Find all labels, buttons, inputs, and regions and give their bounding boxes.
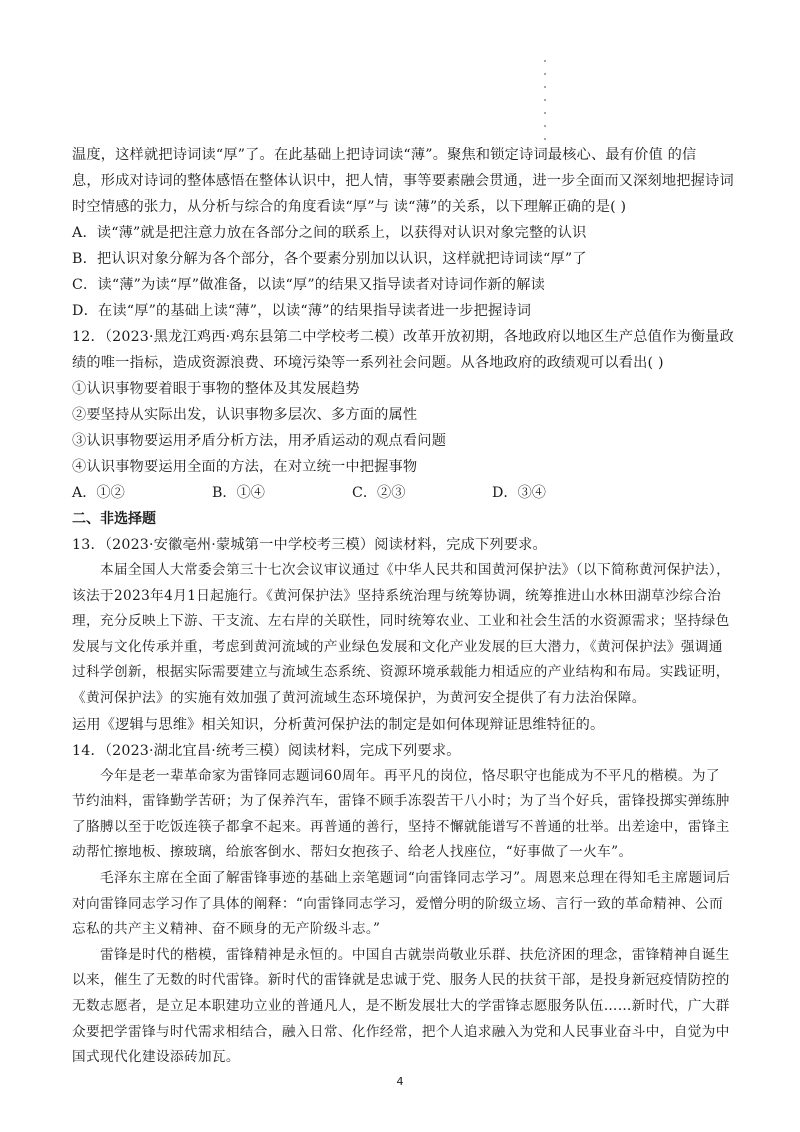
q13-header: 13．（2023·安徽亳州·蒙城第一中学校考三模）阅读材料，完成下列要求。 [72,537,547,553]
q13-material [72,558,732,712]
q11-stem-line: 时空情感的张力，从分析与综合的角度看读“厚”与 读“薄”的关系，以下理解正确的是( ) [72,199,627,215]
q11-option-c: C．读“薄”为读“厚”做准备，以读“厚”的结果又指导读者对诗词作新的解读 [72,277,546,293]
q14-paragraph-2: 毛泽东主席在全面了解雷锋事迹的基础上亲笔题词“向雷锋同志学习”。周恩来总理在得知毛主席题词后对向雷锋同志学习作了具体的阐释：“向雷锋同志学习，爱憎分明的阶级立场、言行一致的革命精神、公而忘私的共产主义精神、奋不顾身的无产阶级斗志。” [72,869,731,938]
q12-stem-line: 12．（2023·黑龙江鸡西·鸡东县第二中学校考二模）改革开放初期，各地政府以地区生产总值作为衡量政 [72,329,734,345]
question-12 [72,324,732,506]
question-14 [72,738,732,1071]
q12-statement-2: ②要坚持从实际出发，认识事物多层次、多方面的属性 [72,407,418,423]
q13-material-paragraph: 本届全国人大常委会第三十七次会议审议通过《中华人民共和国黄河保护法》（以下简称黄河保护法），该法于2023年4月1日起施行。《黄河保护法》坚持系统治理与统筹协调，统筹推进山水林田湖草沙综合治理，充分反映上下游、干支流、左右岸的关联性，同时统筹农业、工业和社会生活的水资源需求；坚持绿色发展与文化传承并重，考虑到黄河流域的产业绿色发展和文化产业发展的巨大潜力，《黄河保护法》强调通过科学创新，根据实际需要建立与流域生态系统、资源环境承载能力相适应的产业结构和布局。实践证明，《黄河保护法》的实施有效加强了黄河流域生态环境保护，为黄河安全提供了有力法治保障。 [72,562,731,706]
q11-stem-line: 息，形成对诗词的整体感悟在整体认识中，把人情，事等要素融会贯通，进一步全面而又深刻地把握诗词 [72,173,734,189]
q11-option-d: D．在读“厚”的基础上读“薄”，以读“薄”的结果指导读者进一步把握诗词 [72,303,532,319]
q12-stem-line: 绩的唯一指标，造成资源浪费、环境污染等一系列社会问题。从各地政府的政绩观可以看出( ) [72,355,664,371]
question-13 [72,532,732,738]
q14-material [72,764,732,1071]
q14-paragraph-1: 今年是老一辈革命家为雷锋同志题词60周年。再平凡的岗位，恪尽职守也能成为不平凡的楷模。为了节约油料，雷锋勤学苦研；为了保养汽车，雷锋不顾手冻裂苦干八小时；为了当个好兵，雷锋投掷实弹练肿了胳膊以至于吃饭连筷子都拿不起来。再普通的善行，坚持不懈就能谱写不普通的壮举。出差途中，雷锋主动帮忙擦地板、擦玻璃，给旅客倒水、帮妇女抱孩子、给老人找座位，“好事做了一火车”。 [72,767,730,861]
q12-choice-a: A．①② [72,485,125,501]
q12-statement-4: ④认识事物要运用全面的方法，在对立统一中把握事物 [72,459,418,475]
q12-choice-c: C．②③ [352,485,406,501]
q12-choice-b: B．①④ [212,485,265,501]
q11-stem-line: 温度，这样就把诗词读“厚”了。在此基础上把诗词读“薄”。聚焦和锁定诗词最核心、最有价值 的信 [72,147,697,163]
q12-choices [72,480,732,506]
q12-statement-3: ③认识事物要运用矛盾分析方法，用矛盾运动的观点看问题 [72,433,447,449]
question-11 [72,142,732,324]
q12-choice-d: D．③④ [492,485,546,501]
q12-statement-1: ①认识事物要着眼于事物的整体及其发展趋势 [72,381,360,397]
page-content [72,142,732,1071]
q14-paragraph-3: 雷锋是时代的楷模，雷锋精神是永恒的。中国自古就崇尚敬业乐群、扶危济困的理念，雷锋精神自诞生以来，催生了无数的时代雷锋。新时代的雷锋就是忠诚于党、服务人民的扶贫干部，是投身新冠疫情防控的无数志愿者，是立足本职建功立业的普通凡人，是不断发展壮大的学雷锋志愿服务队伍……新时代，广大群众要把学雷锋与时代需求相结合，融入日常、化作经常，把个人追求融入为党和人民事业奋斗中，自觉为中国式现代化建设添砖加瓦。 [72,946,730,1066]
q11-option-a: A．读“薄”就是把注意力放在各部分之间的联系上，以获得对认识对象完整的认识 [72,225,587,241]
q13-task: 运用《逻辑与思维》相关知识，分析黄河保护法的制定是如何体现辩证思维特征的。 [72,716,605,733]
margin-dots [542,60,548,151]
q14-header: 14．（2023·湖北宜昌·统考三模）阅读材料，完成下列要求。 [72,742,461,759]
section-title: 二、非选择题 [72,511,156,527]
q11-option-b: B．把认识对象分解为各个部分，各个要素分别加以认识，这样就把诗词读“厚”了 [72,251,587,267]
page-number: 4 [396,1075,404,1088]
